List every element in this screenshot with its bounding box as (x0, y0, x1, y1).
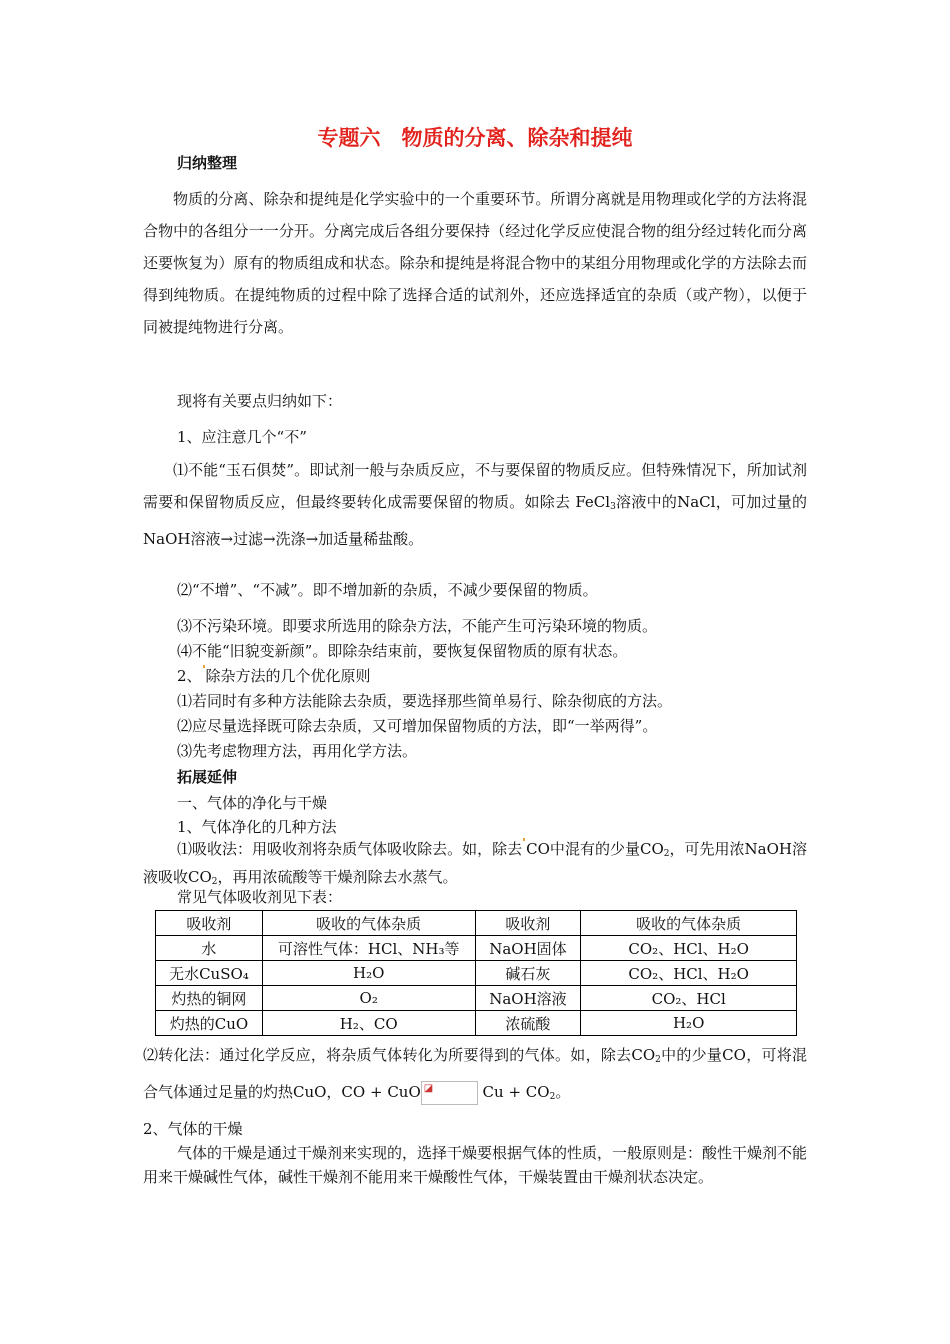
table-header-cell: 吸收的气体杂质 (262, 911, 475, 936)
subheading-gas-purification: 1、气体净化的几种方法 (177, 818, 337, 836)
table-cell: H₂O (262, 961, 475, 986)
subheading-principles (177, 665, 371, 686)
subscript: 2 (655, 1055, 661, 1065)
subheading-principles-text: 除杂方法的几个优化原则 (205, 667, 371, 685)
extension-part-1: 一、气体的净化与干燥 (177, 794, 328, 812)
edit-mark (523, 838, 525, 841)
table-row (156, 961, 797, 986)
subscript: 3 (610, 502, 616, 512)
rule-1-text-b: 溶液中的NaCl，可加过量的NaOH溶液→过滤→洗涤→加适量稀盐酸。 (143, 493, 808, 548)
table-cell: 水 (156, 936, 263, 961)
table-row (156, 986, 797, 1011)
table-cell: CO₂、HCl (581, 986, 797, 1011)
table-cell: CO₂、HCl、H₂O (581, 961, 797, 986)
table-caption: 常见气体吸收剂见下表： (177, 888, 343, 906)
table-cell: 浓硫酸 (475, 1011, 581, 1036)
table-cell: 碱石灰 (475, 961, 581, 986)
rule-1-paragraph (143, 454, 807, 555)
table-cell: NaOH溶液 (475, 986, 581, 1011)
rule-4: ⑷不能“旧貌变新颜”。即除杂结束前，要恢复保留物质的原有状态。 (177, 642, 628, 660)
subheading-rules: 1、应注意几个“不” (177, 428, 307, 446)
absorbent-table (155, 910, 797, 1036)
table-cell: 灼热的铜网 (156, 986, 263, 1011)
page-title: 专题六 物质的分离、除杂和提纯 (317, 126, 633, 150)
intro-paragraph: 物质的分离、除杂和提纯是化学实验中的一个重要环节。所谓分离就是用物理或化学的方法将混合物中的各组分一一分开。分离完成后各组分要保持（经过化学反应使混合物的组分经过转化而分离还要恢复为）原有的物质组成和状态。除杂和提纯是将混合物中的某组分用物理或化学的方法除去而得到纯物质。在提纯物质的过程中除了选择合适的试剂外，还应选择适宜的杂质（或产物），以便于同被提纯物进行分离。 (143, 190, 807, 336)
table-cell: 可溶性气体：HCl、NH₃等 (262, 936, 475, 961)
lead-text: 现将有关要点归纳如下： (177, 392, 343, 410)
absorption-text-d: ，再用浓硫酸等干燥剂除去水蒸气。 (217, 868, 458, 886)
principle-1: ⑴若同时有多种方法能除去杂质，要选择那些简单易行、除杂彻底的方法。 (177, 692, 673, 710)
subscript: 2 (549, 1092, 556, 1102)
gas-drying-paragraph: 气体的干燥是通过干燥剂来实现的，选择干燥要根据气体的性质，一般原则是：酸性干燥剂不能用来干燥碱性气体，碱性干燥剂不能用来干燥酸性气体，干燥装置由干燥剂状态决定。 (143, 1144, 808, 1186)
broken-image-icon: ◪ (423, 1083, 434, 1094)
absorption-text-c: ，可先用浓NaOH溶液吸收CO (143, 840, 807, 886)
section-heading-summary: 归纳整理 (177, 154, 238, 172)
table-cell: NaOH固体 (475, 936, 581, 961)
conversion-text-a: ⑵转化法：通过化学反应，将杂质气体转化为所要得到的气体。如，除去CO (143, 1046, 656, 1064)
table-cell: 无水CuSO₄ (156, 961, 263, 986)
absorption-text-b: CO中混有的少量CO (526, 840, 664, 858)
table-cell: O₂ (262, 986, 475, 1011)
conversion-method-paragraph (143, 1039, 807, 1113)
conversion-text-d: 。 (555, 1083, 571, 1101)
table-cell: H₂、CO (262, 1011, 475, 1036)
table-row (156, 1011, 797, 1036)
conversion-text-c: Cu + CO (482, 1083, 550, 1101)
subheading-gas-drying: 2、气体的干燥 (143, 1120, 243, 1138)
table-row (156, 936, 797, 961)
table-cell: CO₂、HCl、H₂O (581, 936, 797, 961)
subheading-principles-number: 2、 (177, 667, 202, 685)
edit-mark (203, 665, 205, 668)
section-heading-extension: 拓展延伸 (177, 768, 238, 786)
table-header-cell: 吸收剂 (156, 911, 263, 936)
reaction-condition-image (421, 1081, 478, 1105)
conversion-text-b: 中的少量CO，可将混合气体通过足量的灼热CuO，CO + CuO (143, 1046, 807, 1101)
table-header-cell: 吸收剂 (475, 911, 581, 936)
subscript: 2 (211, 877, 218, 887)
rule-2: ⑵“不增”、“不减”。即不增加新的杂质，不减少要保留的物质。 (177, 581, 598, 599)
table-cell: H₂O (581, 1011, 797, 1036)
absorption-text-a: ⑴吸收法：用吸收剂将杂质气体吸收除去。如，除去 (177, 840, 523, 858)
rule-3: ⑶不污染环境。即要求所选用的除杂方法，不能产生可污染环境的物质。 (177, 617, 658, 635)
table-header-cell: 吸收的气体杂质 (581, 911, 797, 936)
rule-1-text-a: ⑴不能“玉石俱焚”。即试剂一般与杂质反应，不与要保留的物质反应。但特殊情况下，所加试剂需要和保留物质反应，但最终要转化成需要保留的物质。如除去 FeCl (143, 461, 807, 511)
table-cell: 灼热的CuO (156, 1011, 263, 1036)
principle-3: ⑶先考虑物理方法，再用化学方法。 (177, 742, 418, 760)
principle-2: ⑵应尽量选择既可除去杂质，又可增加保留物质的方法，即“一举两得”。 (177, 717, 658, 735)
table-header-row (156, 911, 797, 936)
subscript: 2 (663, 849, 670, 859)
